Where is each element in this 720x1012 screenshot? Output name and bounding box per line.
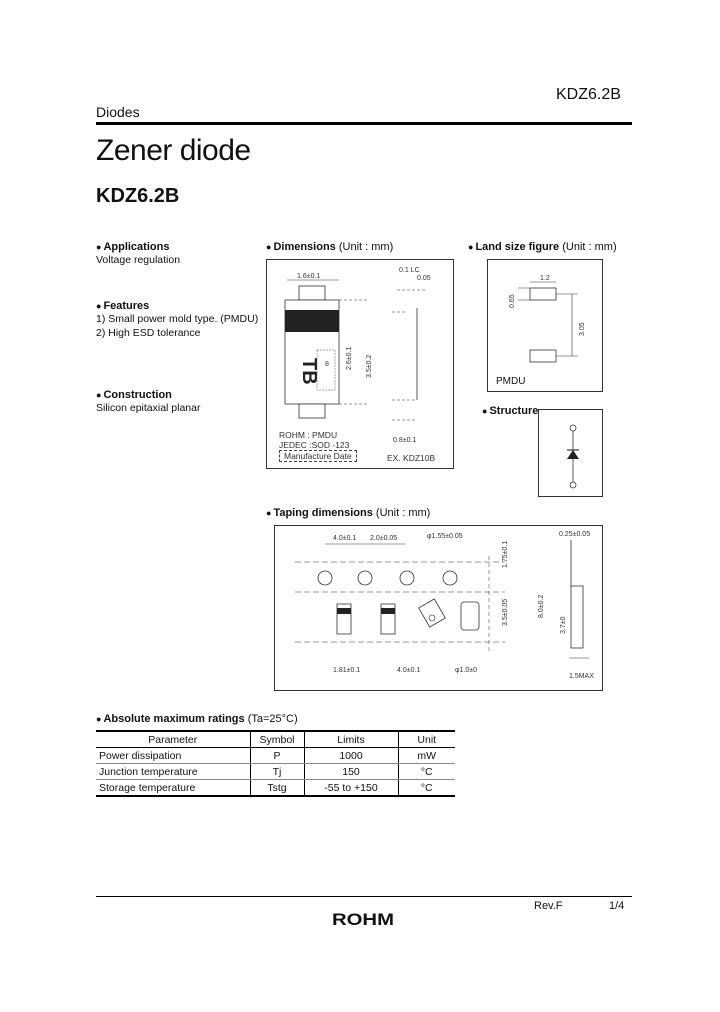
cell-unit: mW <box>398 748 455 764</box>
bullet-icon: ● <box>96 301 102 311</box>
bullet-icon: ● <box>96 714 102 724</box>
bullet-icon: ● <box>468 242 474 252</box>
structure-title-row <box>482 405 538 417</box>
construction-line: Silicon epitaxial planar <box>96 402 201 414</box>
bullet-icon: ● <box>266 508 272 518</box>
tape-max-label: 1.5MAX <box>569 673 594 680</box>
dimensions-unit: (Unit : mm) <box>338 241 394 253</box>
applications-line: Voltage regulation <box>96 254 181 266</box>
land-size-unit: (Unit : mm) <box>562 241 617 253</box>
dimensions-example: EX. KDZ10B <box>387 453 436 463</box>
package-line-2: JEDEC :SOD -123 <box>279 440 350 450</box>
land-h-label: 0.65 <box>509 294 516 308</box>
construction-title: Construction <box>103 389 172 401</box>
package-line-1: ROHM : PMDU <box>279 430 338 440</box>
header-category: Diodes <box>96 104 140 120</box>
bullet-icon: ● <box>96 242 102 252</box>
dimensions-package-info <box>279 430 357 462</box>
features-title: Features <box>103 300 150 312</box>
bullet-icon: ● <box>266 242 272 252</box>
tape-hole2-label: φ1.0±0 <box>455 667 478 674</box>
rohm-logo-text: ROHM <box>332 910 394 928</box>
bullet-icon: ● <box>96 390 102 400</box>
dim-tol-top-label: 0.1 LC <box>399 267 420 274</box>
dimensions-figure <box>266 259 454 469</box>
cell-symbol: P <box>250 748 304 764</box>
header-rule <box>96 122 632 125</box>
bullet-icon: ● <box>482 406 488 416</box>
page-number: 1/4 <box>609 900 625 912</box>
header-parameter: Parameter <box>96 731 250 748</box>
cell-symbol: Tstg <box>250 780 304 797</box>
header-symbol: Symbol <box>250 731 304 748</box>
taping-figure <box>274 525 603 691</box>
tape-depth-label: 3.7±0 <box>560 616 567 634</box>
ratings-title: Absolute maximum ratings <box>103 713 245 725</box>
dim-height-label: 2.6±0.1 <box>346 346 353 370</box>
land-size-title-row <box>468 241 617 253</box>
header-limits: Limits <box>304 731 398 748</box>
cell-limits: -55 to +150 <box>304 780 398 797</box>
cell-symbol: Tj <box>250 764 304 780</box>
rohm-logo <box>332 910 396 928</box>
tape-width-label: 8.0±0.2 <box>538 594 545 618</box>
cell-limits: 150 <box>304 764 398 780</box>
dim-height2-label: 3.5±0.2 <box>366 354 373 378</box>
land-size-figure <box>487 259 603 392</box>
ratings-table <box>96 730 455 797</box>
taping-title-row <box>266 507 430 519</box>
tape-thick-label: 0.25±0.05 <box>559 531 591 538</box>
footer-rule <box>96 896 632 897</box>
applications-title: Applications <box>103 241 170 253</box>
dim-width-label: 1.6±0.1 <box>297 273 321 280</box>
header-unit: Unit <box>398 731 455 748</box>
dim-marking: TB <box>298 358 320 385</box>
land-w-label: 1.2 <box>540 275 550 282</box>
tape-pocket-label: 1.81±0.1 <box>333 667 361 674</box>
features-line-2: 2) High ESD tolerance <box>96 327 201 339</box>
dim-marking-small: 8 <box>325 361 329 368</box>
tape-hole-label: φ1.55±0.05 <box>427 533 463 540</box>
construction-section <box>96 389 266 415</box>
structure-title: Structure <box>489 405 539 417</box>
land-pitch-label: 3.05 <box>579 322 586 336</box>
land-size-title: Land size figure <box>475 241 560 253</box>
cell-parameter: Storage temperature <box>96 780 250 797</box>
structure-figure <box>538 409 603 497</box>
features-section <box>96 300 266 340</box>
header-part-number: KDZ6.2B <box>556 86 621 103</box>
dimensions-title: Dimensions <box>273 241 336 253</box>
tape-edge-label: 1.75±0.1 <box>502 540 509 568</box>
cell-limits: 1000 <box>304 748 398 764</box>
revision: Rev.F <box>534 900 563 912</box>
taping-drawing <box>275 526 602 690</box>
ratings-header-row <box>96 731 455 748</box>
cell-parameter: Power dissipation <box>96 748 250 764</box>
taping-title: Taping dimensions <box>273 507 373 519</box>
land-size-package: PMDU <box>496 376 526 387</box>
tape-pitch2-label: 2.0±0.05 <box>370 535 398 542</box>
table-row <box>96 780 455 797</box>
ratings-condition: (Ta=25°C) <box>247 713 298 725</box>
cell-unit: °C <box>398 764 455 780</box>
features-line-1: 1) Small power mold type. (PMDU) <box>96 313 259 325</box>
cell-parameter: Junction temperature <box>96 764 250 780</box>
tape-pitch-label: 4.0±0.1 <box>333 535 357 542</box>
cell-unit: °C <box>398 780 455 797</box>
dim-tol-top2-label: 0.05 <box>417 275 431 282</box>
dim-bottom-right-label: 0.8±0.1 <box>393 437 417 444</box>
part-heading: KDZ6.2B <box>96 185 180 207</box>
page-title: Zener diode <box>96 134 251 167</box>
applications-section <box>96 241 256 267</box>
table-row <box>96 764 455 780</box>
tape-mid-label: 3.5±0.05 <box>502 598 509 626</box>
land-size-drawing <box>488 260 602 391</box>
manufacture-date-box: Manufacture Date <box>279 450 357 462</box>
ratings-title-row <box>96 713 298 725</box>
zener-diode-symbol-icon <box>539 410 602 496</box>
table-row <box>96 748 455 764</box>
taping-unit: (Unit : mm) <box>375 507 431 519</box>
tape-pocket-pitch-label: 4.0±0.1 <box>397 667 421 674</box>
dimensions-title-row <box>266 241 393 253</box>
